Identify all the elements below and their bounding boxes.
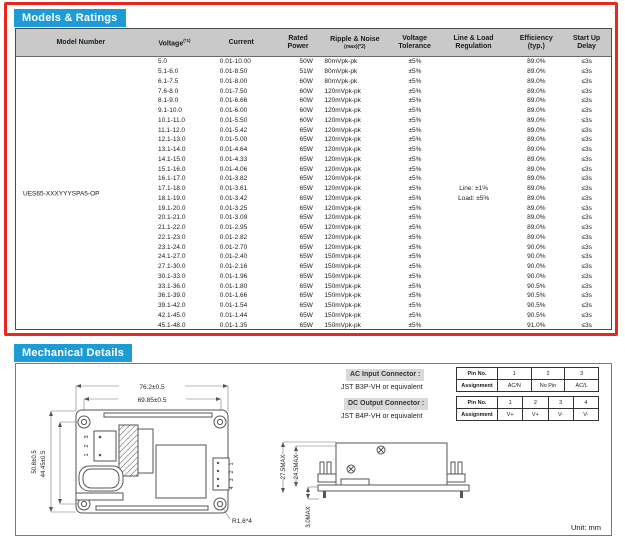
dim-height-outer: 50.8±0.5 <box>32 450 38 474</box>
dc-output-connector-type: JST B4P-VH or equivalent <box>341 413 423 420</box>
models-ratings-table <box>15 28 612 330</box>
pin-table-cell: 1 <box>498 368 532 380</box>
table-row: 18.1-19.0 0.01-3.42 65W 120mVpk-pk ±5% Load: ±5% 89.0% ≤3s <box>158 194 592 202</box>
dc-pin-table <box>456 396 599 421</box>
col-header-voltage: Voltage$^{(*1)}$ <box>158 37 191 48</box>
pin-table-cell: AC/L <box>565 380 599 392</box>
dim-side-body: 24.5MAX <box>294 454 300 480</box>
table-row: 17.1-18.0 0.01-3.61 65W 120mVpk-pk ±5% Line: ±1% 89.0% ≤3s <box>158 185 592 193</box>
table-row: 16.1-17.0 0.01-3.82 65W 120mVpk-pk ±5% 89.0% ≤3s <box>158 175 592 183</box>
pin-table-cell: 2 <box>531 368 565 380</box>
ac-pin-label-3: 3 <box>84 435 90 439</box>
col-header-efficiency: Efficiency (typ.) <box>519 34 553 50</box>
pin-table-cell: V- <box>573 409 598 421</box>
pin-table-cell: No Pin <box>531 380 565 392</box>
mechanical-details-title: Mechanical Details <box>14 344 132 362</box>
pin-table-cell: V+ <box>498 409 523 421</box>
table-row: 42.1-45.0 0.01-1.44 65W 150mVpk-pk ±5% 90.5% ≤3s <box>158 311 592 319</box>
dc-output-connector-label: DC Output Connector : <box>344 398 428 410</box>
pin-table-cell: Assignment <box>457 380 498 392</box>
col-header-ripple-noise: Ripple & Noise (max)(*2) <box>330 35 380 50</box>
table-row: 10.1-11.0 0.01-5.50 60W 120mVpk-pk ±5% 89.0% ≤3s <box>158 116 592 124</box>
table-row: 24.1-27.0 0.01-2.40 65W 150mVpk-pk ±5% 90.0% ≤3s <box>158 253 592 261</box>
table-row: 23.1-24.0 0.01-2.70 65W 120mVpk-pk ±5% 90.0% ≤3s <box>158 243 592 251</box>
table-row: 33.1-36.0 0.01-1.80 65W 150mVpk-pk ±5% 90.5% ≤3s <box>158 282 592 290</box>
dc-pin-label-3: 3 <box>229 478 235 482</box>
table-row: 12.1-13.0 0.01-5.00 65W 120mVpk-pk ±5% 89.0% ≤3s <box>158 136 592 144</box>
dc-pin-label-1: 1 <box>229 462 235 466</box>
model-number: UES65-XXXYYYSPA5-OP <box>23 190 100 197</box>
pin-table-cell: 4 <box>573 397 598 409</box>
ac-input-connector-type: JST B3P-VH or equivalent <box>341 384 423 391</box>
pin-table-cell: Pin No. <box>457 397 498 409</box>
pin-table-cell: V+ <box>523 409 548 421</box>
table-row: 36.1-39.0 0.01-1.66 65W 150mVpk-pk ±5% 90.5% ≤3s <box>158 292 592 300</box>
table-row: 15.1-16.0 0.01-4.06 65W 120mVpk-pk ±5% 89.0% ≤3s <box>158 165 592 173</box>
dim-height-holes: 44.45±0.5 <box>41 450 47 478</box>
table-row: 39.1-42.0 0.01-1.54 65W 150mVpk-pk ±5% 90.5% ≤3s <box>158 302 592 310</box>
table-row: 13.1-14.0 0.01-4.64 65W 120mVpk-pk ±5% 89.0% ≤3s <box>158 146 592 154</box>
table-row: 11.1-12.0 0.01-5.42 65W 120mVpk-pk ±5% 89.0% ≤3s <box>158 126 592 134</box>
dim-width-holes: 69.85±0.5 <box>137 397 167 404</box>
table-row: 19.1-20.0 0.01-3.25 65W 120mVpk-pk ±5% 89.0% ≤3s <box>158 204 592 212</box>
pin-table-cell: V- <box>548 409 573 421</box>
col-header-current: Current <box>228 38 254 46</box>
pin-table-cell: Pin No. <box>457 368 498 380</box>
ac-input-connector-label: AC Input Connector : <box>346 369 424 381</box>
dc-pin-label-2: 2 <box>229 470 235 474</box>
unit-note: Unit: mm <box>571 523 601 532</box>
pin-table-cell: 2 <box>523 397 548 409</box>
pin-table-cell: 3 <box>548 397 573 409</box>
ac-pin-label-2: 2 <box>84 444 90 448</box>
mechanical-details-box <box>15 363 612 536</box>
ratings-rows <box>16 57 611 330</box>
col-header-rated-power: Rated Power <box>287 34 309 50</box>
col-header-startup-delay: Start Up Delay <box>572 34 601 50</box>
ac-pin-table <box>456 367 599 392</box>
table-row: 30.1-33.0 0.01-1.96 65W 150mVpk-pk ±5% 90.0% ≤3s <box>158 272 592 280</box>
table-row: 20.1-21.0 0.01-3.09 65W 120mVpk-pk ±5% 89.0% ≤3s <box>158 214 592 222</box>
pin-table-cell: Assignment <box>457 409 498 421</box>
table-row: 5.0 0.01-10.00 50W 80mVpk-pk ±5% 89.0% ≤3s <box>158 58 592 66</box>
table-row: 7.6-8.0 0.01-7.50 60W 120mVpk-pk ±5% 89.0% ≤3s <box>158 87 592 95</box>
table-row: 45.1-48.0 0.01-1.35 65W 150mVpk-pk ±5% 91.0% ≤3s <box>158 321 592 329</box>
models-ratings-title: Models & Ratings <box>14 9 126 27</box>
col-header-line-load-regulation: Line & Load Regulation <box>453 34 494 50</box>
pin-table-cell: 1 <box>498 397 523 409</box>
pcb-side-view-drawing <box>274 432 474 535</box>
table-row: 9.1-10.0 0.01-6.00 60W 120mVpk-pk ±5% 89.0% ≤3s <box>158 107 592 115</box>
pin-table-cell: 3 <box>565 368 599 380</box>
dim-side-total: 27.5MAX <box>281 454 287 480</box>
pin-table-cell: AC/N <box>498 380 532 392</box>
table-row: 6.1-7.5 0.01-8.00 60W 80mVpk-pk ±5% 89.0% ≤3s <box>158 77 592 85</box>
table-row: 21.1-22.0 0.01-2.95 65W 120mVpk-pk ±5% 89.0% ≤3s <box>158 224 592 232</box>
table-row: 5.1-6.0 0.01-8.50 51W 80mVpk-pk ±5% 89.0% ≤3s <box>158 68 592 76</box>
ac-pin-label-1: 1 <box>84 453 90 457</box>
table-row: 27.1-30.0 0.01-2.16 65W 150mVpk-pk ±5% 90.0% ≤3s <box>158 263 592 271</box>
dim-side-pins: 3.0MAX <box>306 506 312 528</box>
table-row: 22.1-23.0 0.01-2.82 65W 120mVpk-pk ±5% 89.0% ≤3s <box>158 233 592 241</box>
table-row: 8.1-9.0 0.01-6.66 60W 120mVpk-pk ±5% 89.0% ≤3s <box>158 97 592 105</box>
col-header-voltage-tolerance: Voltage Tolerance <box>398 34 431 50</box>
col-header-model: Model Number <box>56 38 106 46</box>
table-row: 14.1-15.0 0.01-4.33 65W 120mVpk-pk ±5% 89.0% ≤3s <box>158 155 592 163</box>
dim-width-outer: 76.2±0.5 <box>139 384 165 391</box>
ratings-table-header <box>16 29 611 57</box>
corner-radius-note: R1.6*4 <box>232 518 252 525</box>
dc-pin-label-4: 4 <box>229 486 235 490</box>
